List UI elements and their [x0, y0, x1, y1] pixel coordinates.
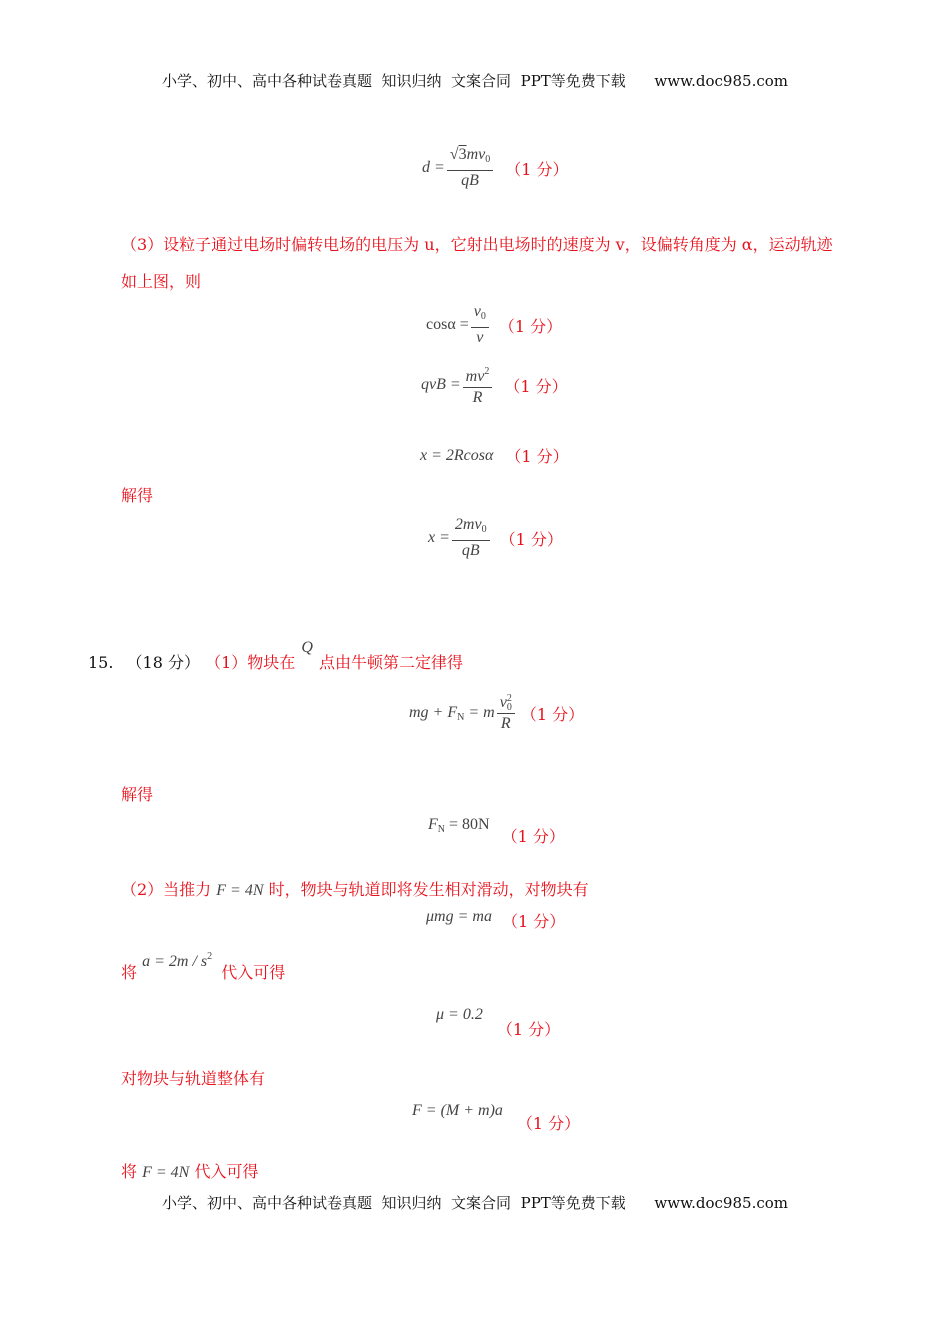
eq6-num-sub: 0: [506, 702, 512, 714]
eq9-score: （1 分）: [496, 1020, 561, 1039]
page-header: 小学、初中、高中各种试卷真题 知识归纳 文案合同 PPT等免费下载 www.doc985.com: [161, 72, 788, 90]
substitute-f-line: [121, 1159, 258, 1182]
eq6-lhs-sub: N: [457, 712, 465, 724]
eq6-score: （1 分）: [520, 705, 585, 725]
equation-newton-q: [409, 694, 584, 733]
eq3-score: （1 分）: [504, 376, 568, 396]
question-points: （18 分）: [126, 653, 200, 672]
eq8-expr: μmg = ma: [426, 907, 492, 925]
eq7-rhs: = 80N: [449, 816, 490, 833]
part3-line2: 如上图，则: [121, 272, 202, 291]
solve-label-1: 解得: [121, 486, 154, 505]
part2-prefix: （2）当推力: [121, 880, 212, 899]
eq4-score: （1 分）: [505, 447, 569, 466]
equation-mu: [436, 1003, 561, 1039]
eq1-score: （1 分）: [505, 159, 569, 179]
sub-a-suffix: 代入可得: [221, 963, 286, 982]
page-footer: 小学、初中、高中各种试卷真题 知识归纳 文案合同 PPT等免费下载 www.doc985.com: [161, 1194, 788, 1212]
part2-suffix: 时，物块与轨道即将发生相对滑动，对物块有: [268, 880, 589, 899]
sub-a-prefix: 将: [121, 963, 138, 982]
eq1-num-sub: 0: [485, 154, 491, 165]
eq5-num: 2mv: [454, 516, 482, 533]
equation-qvb: [421, 363, 568, 407]
eq1-sqrt: 3: [458, 146, 467, 163]
eq8-score: （1 分）: [501, 912, 566, 931]
eq6-lhs: mg + F: [409, 704, 458, 722]
eq6-den: R: [500, 715, 511, 733]
part2-formula: F = 4N: [216, 882, 264, 899]
eq5-lhs: x =: [428, 529, 450, 546]
eq10-score: （1 分）: [516, 1114, 581, 1133]
eq3-num-sup: 2: [484, 366, 490, 377]
eq1-den: qB: [461, 172, 479, 189]
part1-prefix: （1）物块在: [205, 653, 296, 672]
eq4-expr: x = 2Rcosα: [420, 446, 494, 464]
eq6-mid: = m: [468, 704, 495, 722]
eq3-lhs: qvB =: [421, 376, 461, 393]
eq5-num-sub: 0: [481, 524, 487, 535]
sub-f-formula: F = 4N: [142, 1164, 190, 1181]
equation-x-result: [428, 516, 563, 560]
eq6-num: v: [499, 694, 507, 711]
eq7-lhs-sub: N: [437, 824, 446, 835]
sub-f-suffix: 代入可得: [194, 1162, 259, 1181]
whole-system-label: 对物块与轨道整体有: [121, 1069, 266, 1088]
eq1-fraction: $\frac{√3mv_0}{qB}$: [447, 146, 493, 190]
eq7-lhs: F: [428, 816, 438, 833]
equation-x-2rcos: [420, 444, 569, 467]
eq10-expr: F = (M + m)a: [412, 1101, 503, 1119]
part3-line1: （3）设粒子通过电场时偏转电场的电压为 u，它射出电场时的速度为 v，设偏转角度为 α，运动轨迹: [121, 235, 833, 254]
eq3-num: mv: [465, 368, 485, 385]
eq2-den: v: [476, 329, 484, 346]
eq2-fraction: [471, 303, 489, 347]
sub-f-prefix: 将: [121, 1162, 138, 1181]
substitute-a-line: [121, 948, 286, 982]
eq3-den: R: [472, 389, 483, 406]
equation-friction: [426, 905, 566, 931]
equation-d: [422, 146, 569, 190]
eq1-lhs: d =: [422, 159, 445, 176]
eq3-fraction: [463, 363, 493, 407]
equation-fn: [428, 814, 565, 846]
eq6-num-sup: 2: [506, 693, 512, 705]
sub-a-formula: a = 2m / s: [142, 953, 208, 970]
eq7-score: （1 分）: [501, 827, 565, 846]
equation-whole: [412, 1099, 581, 1133]
eq6-fraction: [497, 694, 515, 733]
eq5-score: （1 分）: [499, 529, 563, 549]
part1-suffix: 点由牛顿第二定律得: [319, 653, 464, 672]
question-15-line: [88, 639, 464, 673]
eq2-lhs: cosα =: [426, 316, 469, 333]
solve-label-2: 解得: [121, 785, 154, 804]
eq2-num-sub: 0: [480, 311, 486, 322]
eq2-num: v: [473, 303, 481, 320]
sub-a-sup: 2: [207, 951, 213, 962]
eq2-score: （1 分）: [498, 316, 563, 336]
question-number: 15.: [88, 653, 114, 672]
equation-cos-alpha: [426, 303, 562, 347]
eq5-den: qB: [461, 542, 480, 559]
part2-line: [121, 877, 589, 900]
eq9-expr: μ = 0.2: [436, 1005, 483, 1023]
eq5-fraction: [452, 516, 490, 560]
point-q-label: Q: [301, 639, 313, 656]
eq1-num: mv: [466, 146, 486, 163]
